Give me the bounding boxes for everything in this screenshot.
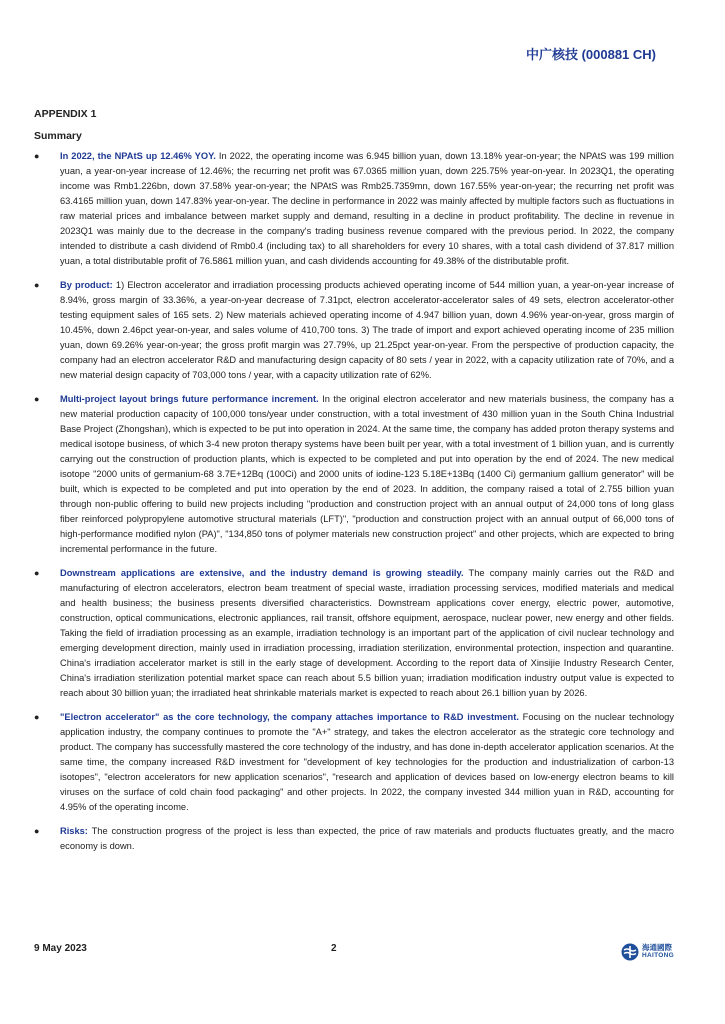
bullet-lead: By product:: [60, 280, 113, 290]
bullet-dot-icon: ●: [34, 568, 40, 578]
haitong-emblem-icon: [621, 943, 639, 961]
bullet-item: [34, 392, 674, 557]
bullet-lead: Downstream applications are extensive, and the industry demand is growing steadily.: [60, 568, 464, 578]
bullet-dot-icon: ●: [34, 394, 40, 404]
bullet-text: Focusing on the nuclear technology application industry, the company continues to promote the "A+" strategy, and takes the electron accelerator as the strategic core technology and product. The company has successfully mastered the core technology of the industry, and has done in-depth accelerator application scenarios. At the same time, the company increased R&D investment for "development of key technologies for the production and industrialization of carbon-13 isotopes", "electron accelerators for new application scenarios", "research and application of devices based on low-energy electron beams to kill viruses on the surface of cold chain food packaging" and other projects. In 2022, the company invested 344 million yuan in R&D, accounting for 4.95% of the operating income.: [60, 712, 674, 812]
haitong-logo: [621, 943, 674, 961]
summary-bullet-list: [34, 149, 674, 863]
bullet-item: [34, 566, 674, 701]
bullet-text: In 2022, the operating income was 6.945 billion yuan, down 13.18% year-on-year; the NPAtS was 199 million yuan, a year-on-year increase of 12.46%; the recurring net profit was 67.0365 million yuan, down 225.75% year-on-year. In 2023Q1, the operating income was Rmb1.226bn, down 37.58% year-on-year; the NPAtS was Rmb25.7359mn, down 167.55% year-on-year; the recurring net profit was 63.4165 million yuan, down 147.83% year-on-year. The decline in performance in 2022 was mainly affected by multiple factors such as fluctuations in raw material prices and imbalance between market supply and demand, resulting in a decline in product profitability. The decline in revenue in 2023Q1 was mainly due to the decrease in the company's trading business revenue compared with the previous period. In 2022, the company intended to distribute a cash dividend of Rmb0.4 (including tax) to all shareholders for every 10 shares, with a total cash dividend of 37.817 million yuan, a total distributable profit of 76.5861 million yuan, and cash dividends accounting for 49.38% of the distributable profit.: [60, 151, 674, 266]
appendix-heading: APPENDIX 1: [34, 108, 97, 120]
bullet-dot-icon: ●: [34, 151, 40, 161]
footer-date: 9 May 2023: [34, 943, 87, 954]
summary-heading: Summary: [34, 130, 82, 142]
bullet-text: In the original electron accelerator and new materials business, the company has a new material production capacity of 100,000 tons/year under construction, with a total investment of 430 million yuan in the South China Industrial Base Project (Zhongshan), which is expected to be put into operation in 2024. At the same time, the company has added proton therapy systems and medical isotope business, of which 3-4 new proton therapy systems have been built per year, with a total investment of 1 billion yuan, and is currently carrying out the construction of production plants, which is expected to be completed and put into operation by the end of 2024. The new medical isotope "2000 units of germanium-68 3.7E+12Bq (100Ci) and 2000 units of iodine-123 5.18E+13Bq (1400 Ci) germanium gallium generator" will be built, which is expected to be completed and put into operation by the end of 2023. In addition, the company raised a total of 2.755 billion yuan through non-public offering to build new projects including "production and construction project with an annual output of 24,000 tons of long glass fiber reinforced polypropylene automotive structural materials (LFT)", "production and construction project with an annual output of 66,000 tons of high-performance modified nylon (PA)", "134,850 tons of polymer materials new construction project" and other projects, which are expected to bring incremental performance in the future.: [60, 394, 674, 554]
bullet-lead: Risks:: [60, 826, 88, 836]
bullet-item: [34, 278, 674, 383]
header-ticker: 中广核技 (000881 CH): [525, 47, 656, 62]
bullet-text: The construction progress of the project is less than expected, the price of raw materials and products fluctuates greatly, and the macro economy is down.: [60, 826, 674, 851]
logo-chinese-text: 海通國際: [642, 943, 672, 952]
bullet-lead: "Electron accelerator" as the core technology, the company attaches importance to R&D investment.: [60, 712, 519, 722]
bullet-dot-icon: ●: [34, 280, 40, 290]
bullet-text: The company mainly carries out the R&D and manufacturing of electron accelerators, electron beam treatment of special waste, irradiation processing services, modified materials and medical and health business; the business presents diversified characteristics. Downstream applications cover energy, electric power, automotive, construction, optical communications, electronic appliances, rail transit, offshore equipment, aerospace, nuclear power, new energy and other fields. Taking the field of irradiation processing as an example, irradiation technology is an important part of the application of civil nuclear technology and emerging development direction, mainly used in irradiation processing, irradiation sterilization, environmental protection, inspection and quarantine. China's irradiation accelerator market is still in the early stage of development. According to the report data of Xinsijie Industry Research Center, China's irradiation sterilization potential market space can reach about 5.5 billion yuan; irradiation modification industry output value is expected to reach about 30 billion yuan; the irradiated heat shrinkable materials market is expected to reach about 26.1 billion yuan by 2026.: [60, 568, 674, 698]
bullet-lead: In 2022, the NPAtS up 12.46% YOY.: [60, 151, 216, 161]
page-number: 2: [331, 943, 337, 954]
bullet-item: [34, 710, 674, 815]
bullet-dot-icon: ●: [34, 826, 40, 836]
logo-english-text: HAITONG: [642, 952, 674, 959]
bullet-item: [34, 824, 674, 854]
bullet-lead: Multi-project layout brings future performance increment.: [60, 394, 319, 404]
bullet-text: 1) Electron accelerator and irradiation processing products achieved operating income of 544 million yuan, a year-on-year increase of 8.94%, gross margin of 33.36%, a year-on-year decrease of 7.31pct, electron accelerator-accelerator sales of 49 sets, electron accelerator-other testing equipment sales of 165 sets. 2) New materials achieved operating income of 4.947 billion yuan, down 4.96% year-on-year, gross margin of 10.45%, down 2.46pct year-on-year, and sales volume of 410,700 tons. 3) The trade of import and export achieved operating income of 235 million yuan, down 69.26% year-on-year; the gross profit margin was 27.79%, up 21.25pct year-on-year. From the perspective of production capacity, the company had an electron accelerator R&D and manufacturing design capacity of 80 sets / year in 2022, with a capacity utilization rate of 70%, and a new material design capacity of 703,000 tons / year, with a capacity utilization rate of 62%.: [60, 280, 674, 380]
bullet-dot-icon: ●: [34, 712, 40, 722]
bullet-item: [34, 149, 674, 269]
